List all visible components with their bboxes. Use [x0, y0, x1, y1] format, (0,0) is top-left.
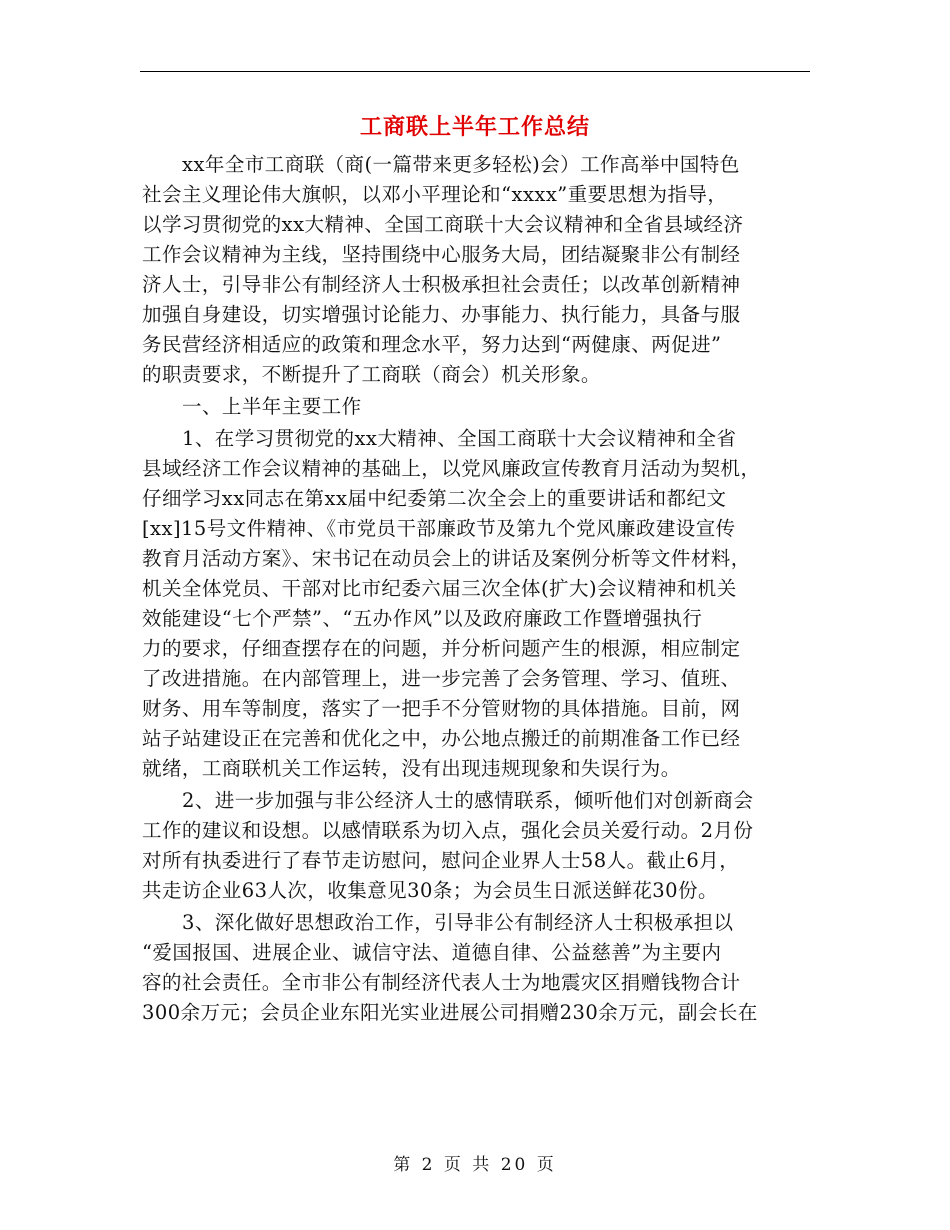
text-line: [xx]15号文件精神、《市党员干部廉政节及第九个党风廉政建设宣传 [142, 517, 736, 540]
text-line: 济人士，引导非公有制经济人士积极承担社会责任；以改革创新精神 [142, 273, 741, 296]
text-line: 1、在学习贯彻党的xx大精神、全国工商联十大会议精神和全省 [182, 427, 737, 450]
text-line: 机关全体党员、干部对比市纪委六届三次全体(扩大)会议精神和机关 [142, 577, 737, 600]
text-line: 力的要求，仔细查摆存在的问题，并分析问题产生的根源，相应制定 [142, 637, 741, 660]
text-line: 的职责要求，不断提升了工商联（商会）机关形象。 [142, 363, 601, 386]
text-line: 共走访企业63人次，收集意见30条；为会员生日派送鲜花30份。 [142, 879, 718, 902]
text-line: 300余万元；会员企业东阳光实业进展公司捐赠230余万元，副会长在 [142, 1001, 758, 1024]
page-number-footer: 第 2 页 共 20 页 [393, 1155, 557, 1175]
text-line: 就绪，工商联机关工作运转，没有出现违规现象和失误行为。 [142, 757, 681, 780]
header-rule [140, 71, 810, 72]
text-line: 县域经济工作会议精神的基础上，以党风廉政宣传教育月活动为契机， [142, 457, 761, 480]
document-body [142, 150, 808, 1030]
paragraph-item-1 [142, 424, 808, 784]
text-line: 效能建设“七个严禁”、“五办作风”以及政府廉政工作暨增强执行 [142, 607, 703, 630]
text-line: 务民营经济相适应的政策和理念水平，努力达到“两健康、两促进” [142, 333, 722, 356]
text-line: 加强自身建设，切实增强讨论能力、办事能力、执行能力，具备与服 [142, 303, 741, 326]
text-line: 站子站建设正在完善和优化之中，办公地点搬迁的前期准备工作已经 [142, 727, 741, 750]
text-line: 工作的建议和设想。以感情联系为切入点，强化会员关爱行动。2月份 [142, 819, 754, 842]
document-title: 工商联上半年工作总结 [359, 114, 590, 140]
text-line: 教育月活动方案》、宋书记在动员会上的讲话及案例分析等文件材料， [142, 547, 751, 570]
text-line: xx年全市工商联（商(一篇带来更多轻松)会）工作高举中国特色 [182, 153, 740, 176]
text-line: 一、上半年主要工作 [182, 395, 362, 418]
section-heading [142, 392, 808, 422]
paragraph-item-2 [142, 786, 808, 906]
text-line: 3、深化做好思想政治工作，引导非公有制经济人士积极承担以 [182, 911, 734, 934]
text-line: 仔细学习xx同志在第xx届中纪委第二次全会上的重要讲话和都纪文 [142, 487, 727, 510]
text-line: 工作会议精神为主线，坚持围绕中心服务大局，团结凝聚非公有制经 [142, 243, 741, 266]
paragraph-item-3 [142, 908, 808, 1028]
text-line: 财务、用车等制度，落实了一把手不分管财物的具体措施。目前，网 [142, 697, 741, 720]
text-line: 容的社会责任。全市非公有制经济代表人士为地震灾区捐赠钱物合计 [142, 971, 741, 994]
paragraph-intro [142, 150, 808, 390]
text-line: 2、进一步加强与非公经济人士的感情联系，倾听他们对创新商会 [182, 789, 754, 812]
text-line: 对所有执委进行了春节走访慰问，慰问企业界人士58人。截止6月， [142, 849, 740, 872]
text-line: 以学习贯彻党的xx大精神、全国工商联十大会议精神和全省县域经济 [142, 213, 744, 236]
text-line: “爱国报国、进展企业、诚信守法、道德自律、公益慈善”为主要内 [142, 941, 722, 964]
text-line: 社会主义理论伟大旗帜，以邓小平理论和“xxxx”重要思想为指导， [142, 183, 728, 206]
text-line: 了改进措施。在内部管理上，进一步完善了会务管理、学习、值班、 [142, 667, 741, 690]
